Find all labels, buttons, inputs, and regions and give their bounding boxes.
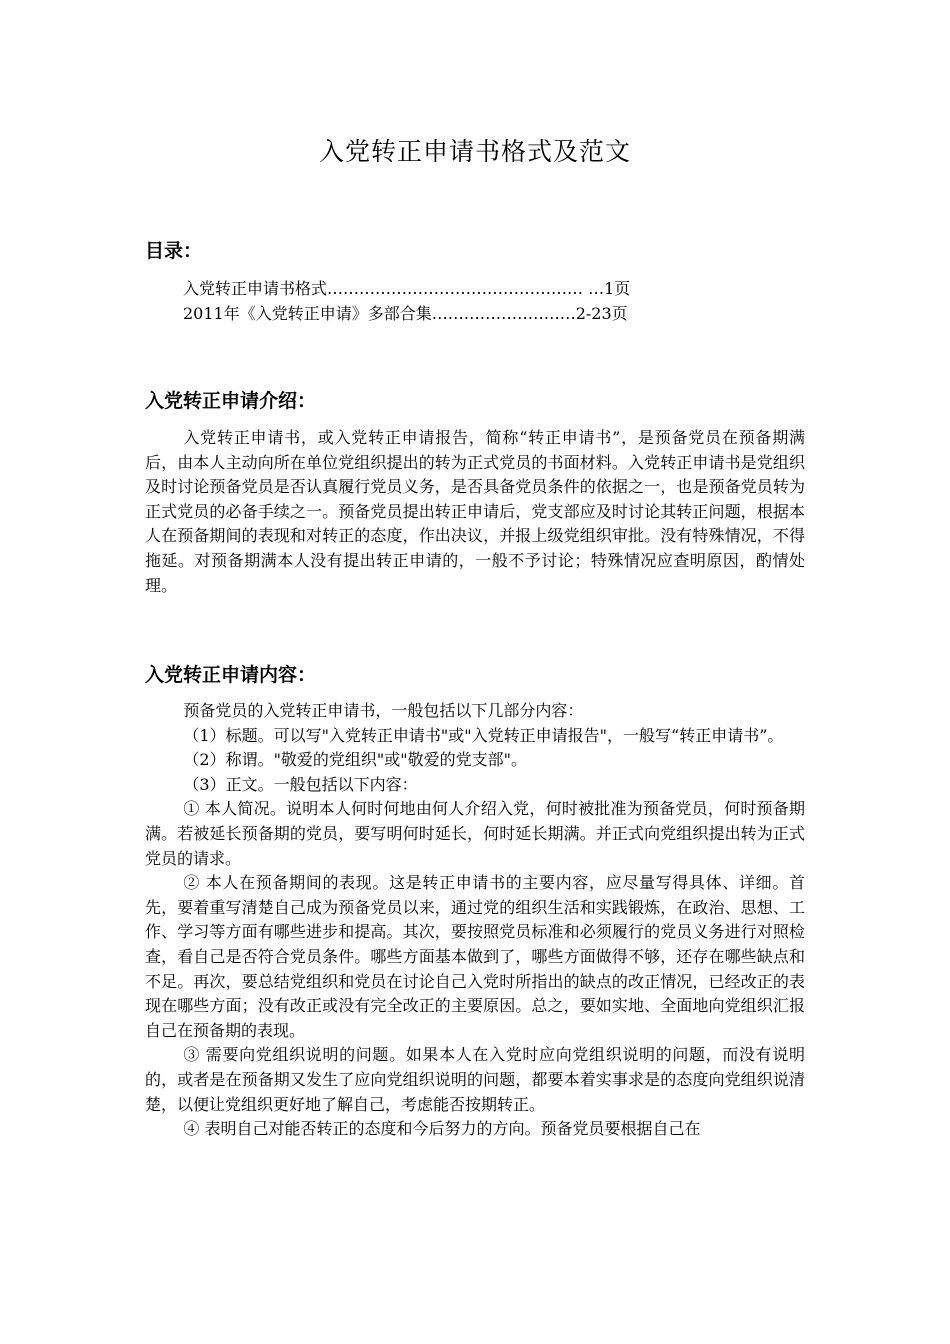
content-item-salutation: （2）称谓。"敬爱的党组织"或"敬爱的党支部"。 [183, 750, 528, 770]
toc-entry-format[interactable]: 入党转正申请书格式………………………………………… …1页 [183, 279, 631, 298]
content-item-body: （3）正文。一般包括以下内容： [183, 774, 418, 794]
content-point-2: ② 本人在预备期间的表现。这是转正申请书的主要内容，应尽量写得具体、详细。首先，要着重写清楚自己成为预备党员以来，通过党的组织生活和实践锻炼，在政治、思想、工作、学习等方面有哪些进步和提高。其次，要按照党员标准和必须履行的党员义务进行对照检查，看自己是否符合党员条件。哪些方面基本做到了，哪些方面做得不够，还存在哪些缺点和不足。再次，要总结党组织和党员在讨论自己入党时所指出的缺点的改正情况，已经改正的表现在哪些方面；没有改正或没有完全改正的主要原因。总之，要如实地、全面地向党组织汇报自己在预备期的表现。 [145, 873, 805, 1040]
content-point-1: ① 本人简况。说明本人何时何地由何人介绍入党，何时被批准为预备党员，何时预备期满。若被延长预备期的党员，要写明何时延长，何时延长期满。并正式向党组织提出转为正式党员的请求。 [145, 799, 805, 868]
content-item-title: （1）标题。可以写"入党转正申请书"或"入党转正申请报告"，一般写“转正申请书”。 [183, 725, 784, 745]
intro-heading: 入党转正申请介绍： [145, 390, 317, 412]
content-intro-paragraph: 预备党员的入党转正申请书，一般包括以下几部分内容： [183, 701, 584, 720]
document-title: 入党转正申请书格式及范文 [318, 137, 631, 166]
intro-paragraph: 入党转正申请书，或入党转正申请报告，简称“转正申请书”，是预备党员在预备期满后，由本人主动向所在单位党组织提出的转为正式党员的书面材料。入党转正申请书是党组织及时讨论预备党员是否认真履行党员义务，是否具备党员条件的依据之一，也是预备党员转为正式党员的必备手续之一。预备党员提出转正申请后，党支部应及时讨论其转正问题，根据本人在预备期间的表现和对转正的态度，作出决议，并报上级党组织审批。没有特殊情况，不得拖延。对预备期满本人没有提出转正申请的，一般不予讨论；特殊情况应查明原因，酌情处理。 [145, 428, 805, 595]
table-of-contents [183, 276, 630, 326]
toc-entry-collection[interactable]: 2011年《入党转正申请》多部合集………………………2-23页 [183, 304, 628, 323]
content-heading: 入党转正申请内容： [145, 664, 317, 686]
content-point-4: ④ 表明自己对能否转正的态度和今后努力的方向。预备党员要根据自己在 [183, 1119, 701, 1139]
intro-section [145, 426, 805, 598]
content-section [145, 699, 805, 1142]
content-point-3: ③ 需要向党组织说明的问题。如果本人在入党时应向党组织说明的问题，而没有说明的，或者是在预备期又发生了应向党组织说明的问题，都要本着实事求是的态度向党组织说清楚，以便让党组织更好地了解自己，考虑能否按期转正。 [145, 1045, 805, 1114]
toc-heading: 目录： [145, 240, 203, 262]
